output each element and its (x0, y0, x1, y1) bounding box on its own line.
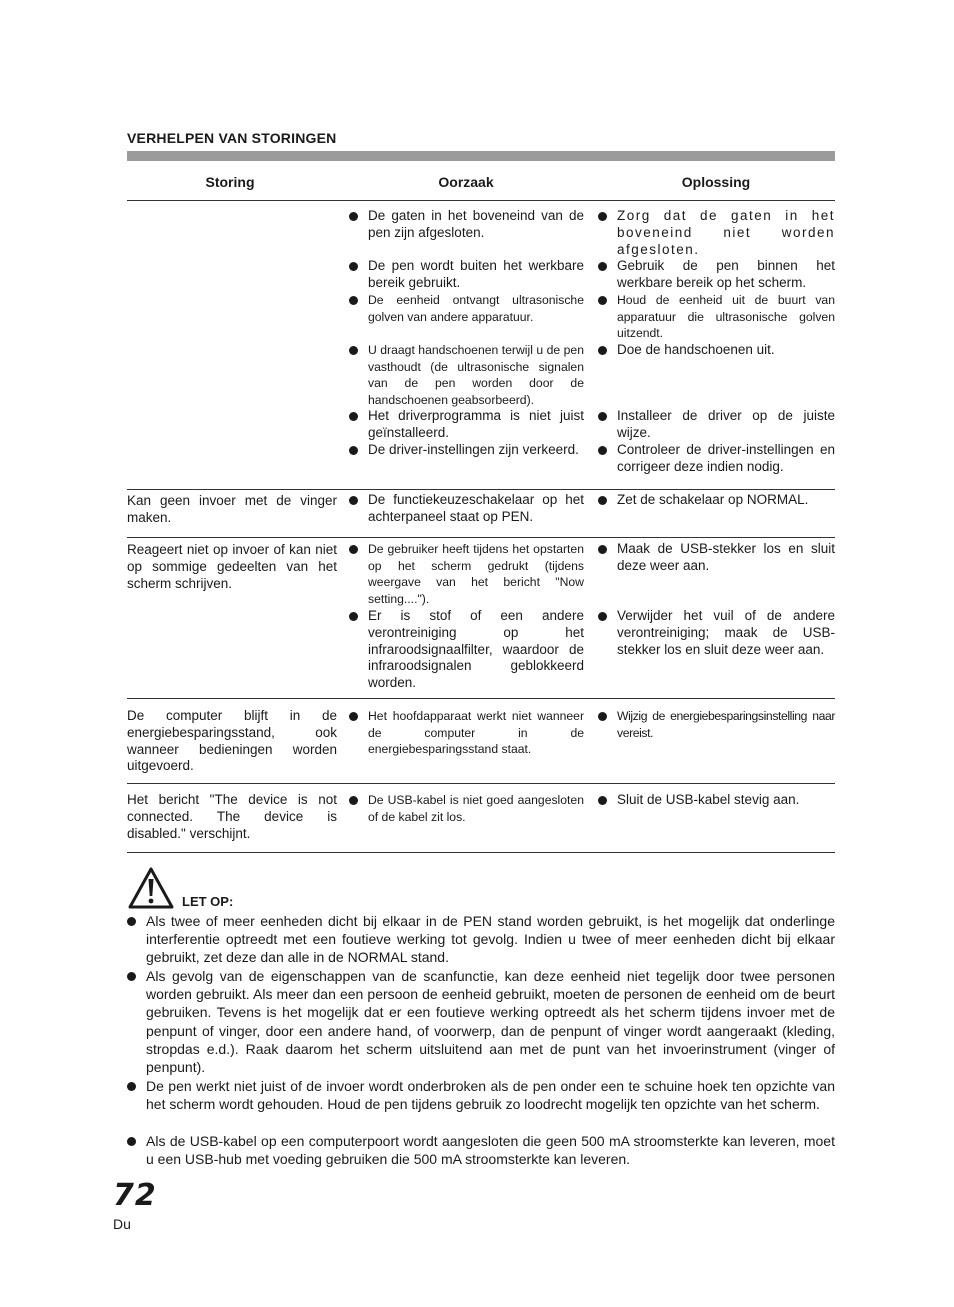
solution-item: Wijzig de energiebesparingsinstelling naar vereist. (617, 708, 835, 741)
solution-item: Sluit de USB-kabel stevig aan. (617, 792, 835, 809)
caution-note: Als gevolg van de eigenschappen van de scanfunctie, kan deze eenheid niet tegelijk door twee personen worden gebruikt. Als meer dan een persoon de eenheid gebruikt, moeten de personen de eenheid om de beurt gebruiken. Tevens is het mogelijk dat er een foutieve werking optreedt als het scherm tijdens invoer met de penpunt of vinger, door een andere hand, of voorwerp, dan de penpunt of vinger wordt aangeraakt (kleding, stropdas e.d.). Raak daarom het scherm uitsluitend aan met de punt van het invoerinstrument (vinger of penpunt). (146, 967, 835, 1076)
cause-item: Het driverprogramma is niet juist geïnstalleerd. (368, 408, 584, 442)
cause-item: De gaten in het boveneind van de pen zijn afgesloten. (368, 208, 584, 242)
solution-item: Doe de handschoenen uit. (617, 342, 835, 359)
header-oplossing: Oplossing (681, 174, 751, 190)
caution-note: Als twee of meer eenheden dicht bij elkaar in de PEN stand worden gebruikt, is het mogelijk dat onderlinge interferentie optreedt met een foutieve werking tot gevolg. Indien u twee of meer eenheden dicht bij elkaar gebruikt, zet deze dan alle in de NORMAL stand. (146, 912, 835, 967)
bullet-icon (598, 262, 607, 271)
solution-item: Installeer de driver op de juiste wijze. (617, 408, 835, 442)
section-title: VERHELPEN VAN STORINGEN (127, 130, 337, 146)
bullet-icon (349, 296, 358, 305)
bullet-icon (598, 796, 607, 805)
table-header (127, 168, 835, 201)
bullet-icon (349, 496, 358, 505)
cause-item: Het hoofdapparaat werkt niet wanneer de computer in de energiebesparingsstand staat. (368, 708, 584, 758)
header-oorzaak: Oorzaak (438, 174, 494, 190)
bullet-icon (349, 346, 358, 355)
table-row (127, 784, 835, 853)
caution-note: Als de USB-kabel op een computerpoort wordt aangesloten die geen 500 mA stroomsterkte kan leveren, moet u een USB-hub met voeding gebruiken die 500 mA stroomsterkte kan leveren. (146, 1132, 835, 1168)
table-row (127, 201, 835, 490)
cause-item: De pen wordt buiten het werkbare bereik gebruikt. (368, 258, 584, 292)
bullet-icon (349, 446, 358, 455)
header-storing: Storing (205, 174, 255, 190)
page-number: 72 (113, 1178, 157, 1213)
bullet-icon (127, 917, 136, 926)
language-code: Du (113, 1216, 131, 1232)
bullet-icon (349, 545, 358, 554)
cause-item: De gebruiker heeft tijdens het opstarten op het scherm gedrukt (tijdens weergave van het bericht "Now setting...."). (368, 541, 584, 607)
bullet-icon (127, 972, 136, 981)
bullet-icon (127, 1082, 136, 1091)
storing-text: Het bericht "The device is not connected. The device is disabled." verschijnt. (127, 792, 337, 841)
solution-item: Maak de USB-stekker los en sluit deze weer aan. (617, 541, 835, 575)
storing-text: Kan geen invoer met de vinger maken. (127, 493, 337, 525)
bullet-icon (598, 612, 607, 621)
bullet-icon (349, 412, 358, 421)
storing-text: Reageert niet op invoer of kan niet op sommige gedeelten van het scherm schrijven. (127, 542, 337, 591)
bullet-icon (598, 412, 607, 421)
bullet-icon (598, 346, 607, 355)
bullet-icon (127, 1137, 136, 1146)
cause-item: U draagt handschoenen terwijl u de pen vasthoudt (de ultrasonische signalen van de pen worden door de handschoenen geabsorbeerd). (368, 342, 584, 408)
bullet-icon (598, 446, 607, 455)
solution-item: Zet de schakelaar op NORMAL. (617, 492, 835, 509)
cause-item: De eenheid ontvangt ultrasonische golven van andere apparatuur. (368, 292, 584, 325)
table-row (127, 490, 835, 538)
bullet-icon (349, 612, 358, 621)
solution-item: Zorg dat de gaten in het boveneind niet worden afgesloten. (617, 208, 835, 258)
cause-item: De functiekeuzeschakelaar op het achterpaneel staat op PEN. (368, 492, 584, 526)
solution-item: Houd de eenheid uit de buurt van apparatuur die ultrasonische golven uitzendt. (617, 292, 835, 342)
cause-item: De driver-instellingen zijn verkeerd. (368, 442, 584, 459)
bullet-icon (598, 212, 607, 221)
troubleshooting-table (127, 168, 835, 841)
bullet-icon (598, 712, 607, 721)
solution-item: Gebruik de pen binnen het werkbare bereik op het scherm. (617, 258, 835, 292)
caution-note: De pen werkt niet juist of de invoer wordt onderbroken als de pen onder een te schuine hoek ten opzichte van het scherm wordt gehouden. Houd de pen tijdens gebruik zo loodrecht mogelijk ten opzichte van het scherm. (146, 1077, 835, 1113)
bullet-icon (349, 712, 358, 721)
bullet-icon (598, 496, 607, 505)
table-row (127, 538, 835, 699)
title-bar (127, 151, 835, 161)
bullet-icon (349, 262, 358, 271)
bullet-icon (598, 296, 607, 305)
cause-item: De USB-kabel is niet goed aangesloten of de kabel zit los. (368, 792, 584, 825)
storing-text: De computer blijft in de energiebesparingsstand, ook wanneer bedieningen worden uitgevoerd. (127, 708, 337, 774)
bullet-icon (349, 212, 358, 221)
table-row (127, 699, 835, 784)
solution-item: Controleer de driver-instellingen en corrigeer deze indien nodig. (617, 442, 835, 476)
caution-label: LET OP: (182, 894, 234, 909)
warning-triangle-icon (127, 866, 175, 910)
bullet-icon (598, 545, 607, 554)
solution-item: Verwijder het vuil of de andere verontreiniging; maak de USB-stekker los en sluit deze weer aan. (617, 608, 835, 658)
bullet-icon (349, 796, 358, 805)
cause-item: Er is stof of een andere verontreiniging op het infraroodsignaalfilter, waardoor de infraroodsignalen geblokkeerd worden. (368, 608, 584, 692)
